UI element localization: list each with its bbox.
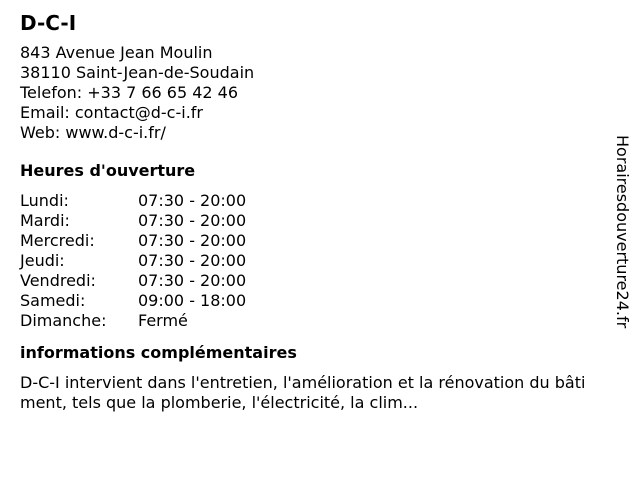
hours-day: Mardi:	[20, 211, 70, 230]
site-watermark: Horairesdouverture24.fr	[613, 135, 632, 329]
hours-time: Fermé	[138, 311, 188, 330]
hours-row-jeudi	[20, 251, 600, 271]
info-heading: informations complémentaires	[20, 343, 297, 362]
hours-day: Mercredi:	[20, 231, 95, 250]
info-description: D-C-I intervient dans l'entretien, l'amélioration et la rénovation du bâtiment, tels que la plomberie, l'électricité, la clim...	[20, 373, 586, 412]
hours-time: 07:30 - 20:00	[138, 251, 247, 270]
business-name: D-C-I	[20, 11, 77, 35]
hours-day: Samedi:	[20, 291, 86, 310]
address-street: 843 Avenue Jean Moulin	[20, 43, 213, 62]
hours-day: Jeudi:	[20, 251, 65, 270]
hours-row-mercredi	[20, 231, 600, 251]
hours-row-lundi	[20, 191, 600, 211]
hours-day: Vendredi:	[20, 271, 96, 290]
email-line: Email: contact@d-c-i.fr	[20, 103, 203, 122]
hours-time: 07:30 - 20:00	[138, 211, 247, 230]
contact-block	[20, 43, 600, 143]
hours-heading: Heures d'ouverture	[20, 161, 196, 180]
hours-row-vendredi	[20, 271, 600, 291]
hours-row-dimanche	[20, 311, 600, 331]
web-line: Web: www.d-c-i.fr/	[20, 123, 166, 142]
hours-day: Dimanche:	[20, 311, 107, 330]
hours-row-samedi	[20, 291, 600, 311]
hours-table	[20, 191, 600, 331]
hours-row-mardi	[20, 211, 600, 231]
hours-time: 09:00 - 18:00	[138, 291, 247, 310]
hours-day: Lundi:	[20, 191, 69, 210]
hours-time: 07:30 - 20:00	[138, 231, 247, 250]
business-card	[20, 10, 600, 413]
phone-line: Telefon: +33 7 66 65 42 46	[20, 83, 239, 102]
hours-time: 07:30 - 20:00	[138, 271, 247, 290]
hours-time: 07:30 - 20:00	[138, 191, 247, 210]
address-city: 38110 Saint-Jean-de-Soudain	[20, 63, 255, 82]
